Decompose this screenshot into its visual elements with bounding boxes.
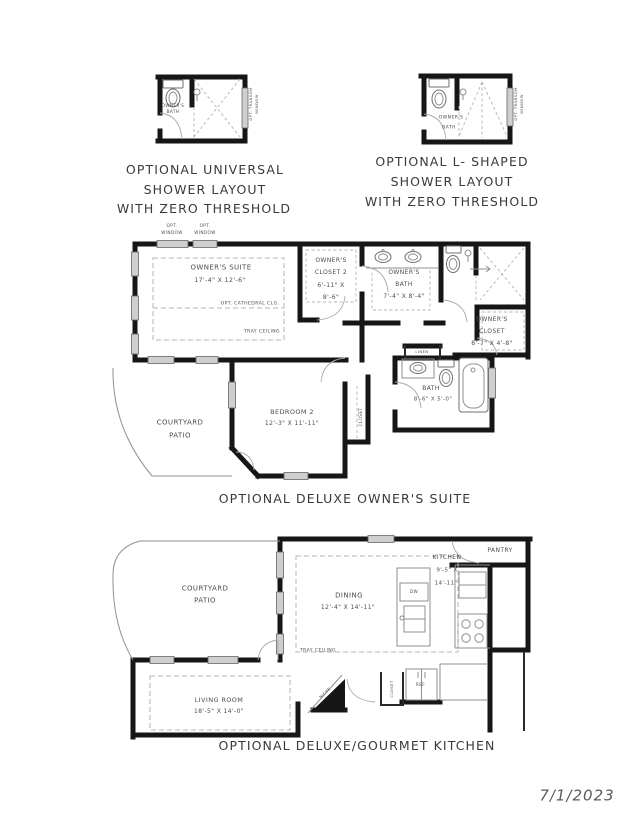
room-dims: 14'-11" bbox=[434, 580, 458, 587]
linen-label: LINEN bbox=[415, 349, 429, 355]
shower-area bbox=[476, 248, 524, 300]
room-label: OWNER'S bbox=[476, 316, 508, 323]
room-label: BEDROOM 2 bbox=[270, 407, 314, 416]
wall-oven-icon bbox=[459, 572, 486, 598]
room-label: OWNER'S bbox=[438, 115, 464, 121]
closet-label: CLOSET bbox=[357, 407, 363, 427]
opt-window-note: OPT. bbox=[166, 222, 178, 228]
opt-window-note: WINDOW bbox=[161, 229, 183, 235]
cooktop-icon bbox=[458, 614, 487, 648]
window-note: OPT. TRANSOM bbox=[248, 87, 254, 121]
closet-label: CLOSET bbox=[389, 680, 395, 698]
ceiling-note: OPT. CATHEDRAL CLG. bbox=[220, 301, 280, 307]
vanity-sink-icon bbox=[402, 359, 434, 378]
room-dims: 17'-4" X 12'-6" bbox=[194, 276, 246, 284]
room-label: CLOSET bbox=[479, 328, 505, 335]
shower-area bbox=[459, 82, 507, 138]
transom-window bbox=[242, 88, 248, 128]
owners-suite-plan bbox=[113, 241, 528, 480]
door-swing bbox=[160, 113, 182, 139]
room-dims: 6'-11" X bbox=[317, 282, 345, 289]
plan-caption: OPTIONAL DELUXE/GOURMET KITCHEN bbox=[218, 737, 496, 753]
patio-label: PATIO bbox=[194, 596, 216, 605]
room-label: KITCHEN bbox=[432, 554, 462, 561]
bathtub-icon bbox=[459, 358, 488, 412]
window-note: OPT. TRANSOM bbox=[513, 87, 519, 121]
room-label: BATH bbox=[422, 385, 440, 392]
window-note: WINDOW bbox=[519, 94, 525, 114]
room-dims: 12'-3" X 11'-11" bbox=[264, 420, 320, 427]
niche-label: NICHE bbox=[317, 686, 332, 700]
kitchen-plan bbox=[113, 536, 530, 738]
shower-area bbox=[194, 79, 240, 139]
toilet-icon bbox=[429, 79, 449, 108]
toilet-icon bbox=[438, 360, 454, 387]
room-dims: 8'-6" X 5'-0" bbox=[413, 396, 453, 403]
toilet-icon bbox=[446, 246, 461, 273]
diagram-caption: OPTIONAL UNIVERSAL bbox=[125, 161, 285, 177]
room-dims: 9'-5" X bbox=[436, 567, 458, 574]
room-dims: 12'-4" X 14'-11" bbox=[320, 604, 376, 611]
diagram-caption: SHOWER LAYOUT bbox=[143, 181, 267, 197]
room-label: BATH bbox=[442, 125, 456, 131]
pantry-label: PANTRY bbox=[487, 547, 513, 554]
dishwasher-label: DW bbox=[409, 588, 419, 594]
room-dims: 18'-5" X 14'-0" bbox=[194, 708, 244, 715]
room-label: OWNER'S bbox=[161, 102, 185, 108]
diagram-caption: OPTIONAL L- SHAPED bbox=[375, 153, 529, 169]
opt-window-note: OPT. bbox=[199, 222, 211, 228]
room-dims: 8'-6" bbox=[322, 294, 340, 301]
sink-icon bbox=[375, 250, 391, 263]
ceiling-note: TRAY CEILING bbox=[299, 648, 337, 654]
date-label: 7/1/2023 bbox=[539, 786, 615, 805]
patio-label: COURTYARD bbox=[181, 584, 229, 593]
diagram-caption: WITH ZERO THRESHOLD bbox=[364, 193, 540, 209]
room-label: BATH bbox=[166, 108, 180, 114]
room-dims: 7'-4" X 8'-4" bbox=[383, 293, 425, 300]
room-label: OWNER'S bbox=[315, 257, 347, 264]
opt-window-note: WINDOW bbox=[194, 229, 216, 235]
room-label: CLOSET 2 bbox=[314, 269, 348, 276]
sink-icon bbox=[405, 250, 421, 263]
room-label: OWNER'S SUITE bbox=[190, 263, 252, 272]
refrigerator-label: REF. bbox=[415, 681, 427, 687]
kitchen-island bbox=[397, 568, 430, 646]
room-label: LIVING ROOM bbox=[194, 695, 244, 704]
diagram-caption: WITH ZERO THRESHOLD bbox=[116, 200, 292, 216]
shower-head-icon bbox=[194, 89, 200, 101]
patio-label: PATIO bbox=[169, 431, 191, 440]
door-swing bbox=[258, 541, 479, 702]
window-note: WINDOW bbox=[254, 94, 260, 114]
shower-head-icon bbox=[460, 89, 466, 100]
patio-label: COURTYARD bbox=[156, 418, 204, 427]
room-label: BATH bbox=[395, 281, 413, 288]
l-shaped-shower-plan bbox=[421, 76, 513, 142]
ceiling-note: TRAY CEILING bbox=[243, 329, 281, 335]
plan-caption: OPTIONAL DELUXE OWNER'S SUITE bbox=[218, 490, 472, 506]
transom-window bbox=[507, 88, 513, 126]
room-label: OWNER'S bbox=[388, 269, 420, 276]
room-label: DINING bbox=[335, 591, 363, 600]
room-dims: 8'-7" X 4'-8" bbox=[471, 340, 513, 347]
diagram-caption: SHOWER LAYOUT bbox=[390, 173, 514, 189]
